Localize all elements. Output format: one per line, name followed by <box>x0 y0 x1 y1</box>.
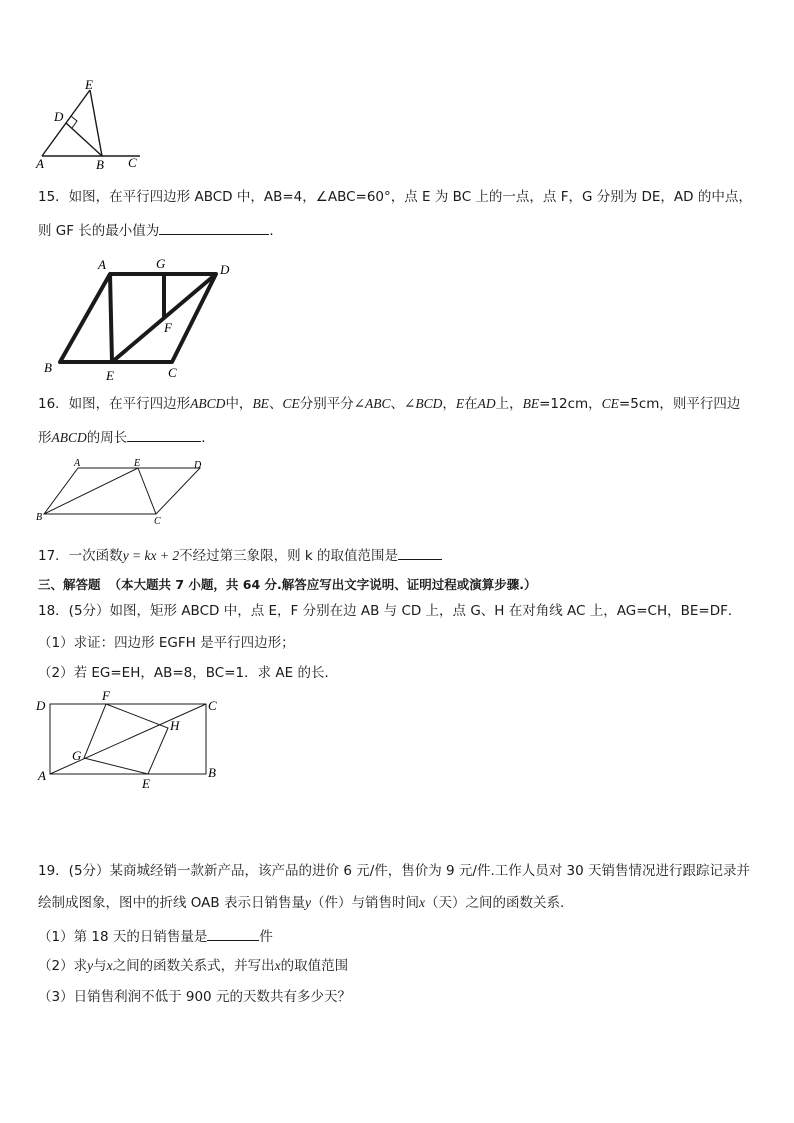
label-f: F <box>102 688 110 703</box>
figure-q18 <box>34 690 234 790</box>
q16-ce: CE <box>601 396 619 411</box>
label-g: G <box>72 748 82 763</box>
q17-answer-blank[interactable] <box>398 545 442 560</box>
q19-line1: 19．(5分）某商城经销一款新产品，该产品的进价 6 元/件，售价为 9 元/件.工作人员对 30 天销售情况进行跟踪记录并 <box>38 863 751 879</box>
q19-var-y: y <box>304 895 311 910</box>
q16-text: 在 <box>464 396 478 412</box>
q16-abcd: ABCD <box>190 396 226 411</box>
label-g: G <box>156 256 166 271</box>
label-h: H <box>170 718 180 733</box>
q17-line <box>38 545 442 565</box>
q19-text: （2）求 <box>38 958 88 974</box>
label-d: D <box>194 460 202 471</box>
q19-line2 <box>38 894 564 912</box>
q19-text: 件 <box>259 929 273 945</box>
parallelogram-abcd <box>60 274 216 362</box>
label-c: C <box>168 365 177 380</box>
label-d: D <box>54 109 64 124</box>
q19-text: 之间的函数关系式，并写出 <box>112 958 275 974</box>
q16-text: 上， <box>495 396 523 412</box>
label-d: D <box>220 262 230 277</box>
figure-q14 <box>30 77 150 172</box>
q16-line2 <box>38 427 215 447</box>
label-b: B <box>96 157 104 172</box>
segment-ae <box>110 274 112 362</box>
q16-angle-bcd: ∠BCD <box>404 396 443 411</box>
q17-text: 17．一次函数 <box>38 548 123 564</box>
q15-answer-blank[interactable] <box>159 220 269 235</box>
q16-text: 、 <box>268 396 283 412</box>
q16-ad: AD <box>477 396 496 411</box>
q16-text: =12cm， <box>539 396 602 412</box>
section-title: 三、解答题 <box>38 577 101 592</box>
label-c: C <box>154 516 161 527</box>
figure-q16 <box>34 456 214 526</box>
q16-text: 形 <box>38 430 52 446</box>
label-f: F <box>164 320 172 335</box>
segment-ec <box>138 468 156 514</box>
q19-text: 与 <box>93 958 107 974</box>
label-e: E <box>142 776 150 791</box>
segment-be <box>44 468 138 514</box>
q15-line2-text: 则 GF 长的最小值为 <box>38 223 160 239</box>
label-a: A <box>74 458 81 469</box>
q19-var-y: y <box>87 958 94 973</box>
q17-formula: y = kx + 2 <box>122 548 180 563</box>
parallelogram-egfh <box>84 704 168 774</box>
q16-answer-blank[interactable] <box>127 427 201 442</box>
label-c: C <box>208 698 217 713</box>
q19-part1 <box>38 926 273 946</box>
q19-var-x: x <box>418 895 425 910</box>
label-d: D <box>36 698 46 713</box>
q19-var-x: x <box>274 958 281 973</box>
q19-text: 的取值范围 <box>280 958 349 974</box>
q16-text: 16．如图，在平行四边形 <box>38 396 191 412</box>
q18-stem: 18．(5分）如图，矩形 ABCD 中，点 E，F 分别在边 AB 与 CD 上，点 G、H 在对角线 AC 上，AG=CH，BE=DF． <box>38 603 742 619</box>
q16-text: 分别平分 <box>299 396 354 412</box>
q19-text: （天）之间的函数关系. <box>424 895 565 911</box>
diagonal-ac <box>50 704 206 774</box>
parallelogram-abcd <box>44 468 200 514</box>
q15-line2 <box>38 220 283 240</box>
q16-text: 、 <box>390 396 405 412</box>
q16-text: 的周长 <box>86 430 128 446</box>
q17-text: 不经过第三象限，则 k 的取值范围是 <box>179 548 399 564</box>
label-b: B <box>208 765 216 780</box>
q19-part3: （3）日销售利润不低于 900 元的天数共有多少天？ <box>38 989 351 1005</box>
q19-text: （1）第 18 天的日销售量是 <box>38 929 208 945</box>
right-angle-mark <box>71 116 77 128</box>
q16-text: =5cm，则平行四边 <box>618 396 741 412</box>
label-c: C <box>128 155 137 170</box>
q16-angle-abc: ∠ABC <box>353 396 391 411</box>
q16-ce: CE <box>282 396 300 411</box>
label-a: A <box>36 156 44 171</box>
q16-text: ． <box>201 430 215 446</box>
q19-part2 <box>38 957 348 975</box>
figure-q15 <box>38 256 248 386</box>
q16-be: BE <box>522 396 540 411</box>
q15-line1: 15．如图，在平行四边形 ABCD 中，AB=4，∠ABC=60°，点 E 为 BC 上的一点，点 F，G 分别为 DE，AD 的中点， <box>38 189 752 205</box>
label-b: B <box>44 360 52 375</box>
q16-abcd: ABCD <box>51 430 87 445</box>
label-e: E <box>106 368 114 383</box>
label-b: B <box>36 512 43 523</box>
section-3-heading <box>38 576 537 594</box>
q16-e: E <box>455 396 465 411</box>
label-a: A <box>38 768 46 783</box>
label-e: E <box>85 77 93 92</box>
q16-line1 <box>38 395 740 413</box>
q18-part2: （2）若 EG=EH，AB=8，BC=1．求 AE 的长． <box>38 665 338 681</box>
q16-text: ， <box>442 396 456 412</box>
label-a: A <box>98 257 106 272</box>
q19-var-x: x <box>106 958 113 973</box>
q16-text: 中， <box>225 396 253 412</box>
q19-text: 绘制成图象，图中的折线 OAB 表示日销售量 <box>38 895 305 911</box>
section-note: （本大题共 7 小题，共 64 分.解答应写出文字说明、证明过程或演算步骤.） <box>108 577 537 592</box>
label-e: E <box>134 458 141 469</box>
q16-be: BE <box>252 396 269 411</box>
q15-line2-end: ． <box>269 223 283 239</box>
q19-text: （件）与销售时间 <box>310 895 419 911</box>
q19-answer-blank[interactable] <box>207 926 259 941</box>
q18-part1: （1）求证：四边形 EGFH 是平行四边形； <box>38 635 295 651</box>
